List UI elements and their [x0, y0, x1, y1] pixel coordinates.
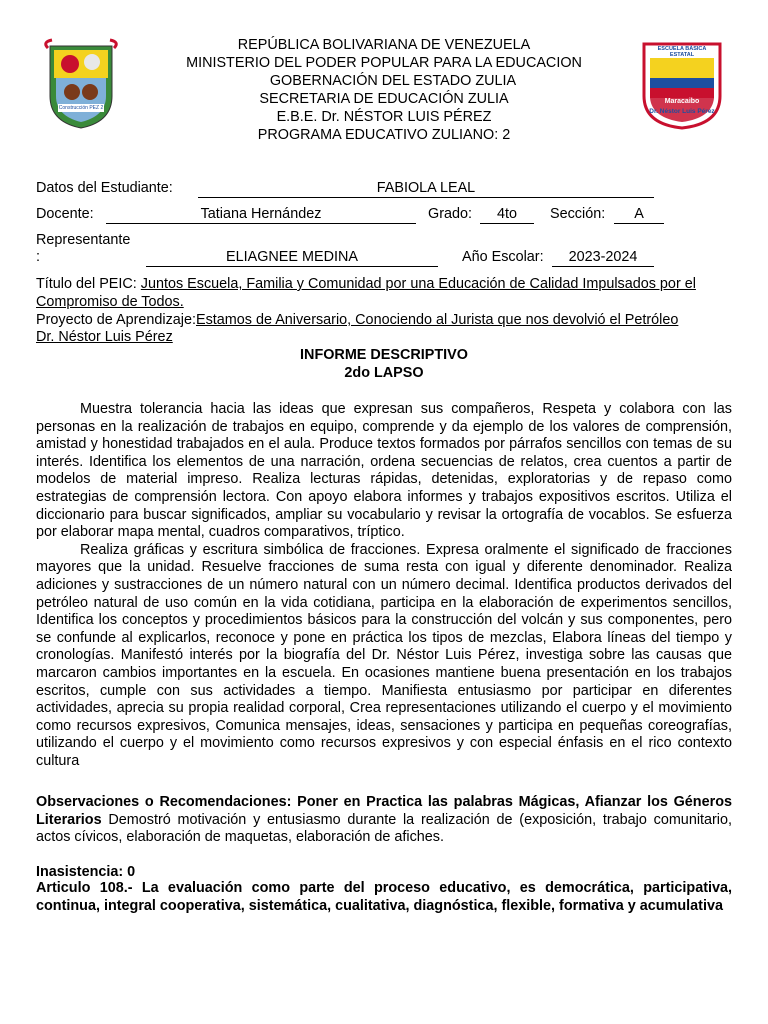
section-field: A	[614, 205, 664, 224]
representative-label: Representante	[36, 232, 131, 248]
observations-text: Demostró motivación y entusiasmo durante la realización de (exposición, trabajo comunitario, actos cívicos, elaboración de maquetas, elaboración de afiches.	[36, 811, 733, 846]
observations-block	[36, 794, 732, 847]
left-logo-caption: Construcción PEZ 2	[58, 105, 104, 111]
teacher-name-field: Tatiana Hernández	[106, 205, 416, 224]
header-line-3: GOBERNACIÓN DEL ESTADO ZULIA	[269, 73, 517, 89]
student-label: Datos del Estudiante:	[36, 180, 173, 196]
section-label: Sección:	[550, 206, 606, 222]
header-line-2: MINISTERIO DEL PODER POPULAR PARA LA EDUCACION	[186, 55, 582, 71]
article-108: Articulo 108.- La evaluación como parte del proceso educativo, es democrática, participativa, continua, integral cooperativa, sistemática, cualitativa, diagnóstica, flexible, formativa y acumulativa	[36, 880, 732, 914]
observations-label: Observaciones o Recomendaciones: Poner en Practica las palabras Mágicas, Afianzar los Géneros Literarios	[36, 794, 732, 828]
project-title-line-1: Estamos de Aniversario, Conociendo al Jurista que nos devolvió el Petróleo	[196, 312, 679, 328]
header-line-6: PROGRAMA EDUCATIVO ZULIANO: 2	[257, 127, 511, 143]
project-title-line-2: Dr. Néstor Luis Pérez	[36, 329, 173, 345]
project-label: Proyecto de Aprendizaje:	[36, 312, 196, 328]
header-line-4: SECRETARIA DE EDUCACIÓN ZULIA	[259, 91, 509, 107]
school-year-label: Año Escolar:	[462, 249, 544, 265]
peic-block	[36, 275, 736, 311]
peic-title-line-2: Compromiso de Todos.	[36, 294, 184, 310]
school-year-field: 2023-2024	[552, 248, 654, 267]
report-title: INFORME DESCRIPTIVO	[300, 347, 468, 363]
right-logo-city: Maracaibo	[664, 98, 700, 105]
right-logo-name: Dr. Néstor Luis Pérez	[649, 108, 715, 115]
peic-title-line-1: Juntos Escuela, Familia y Comunidad por una Educación de Calidad Impulsados por el	[140, 276, 696, 292]
teacher-label: Docente:	[36, 206, 94, 222]
representative-name-field: ELIAGNEE MEDINA	[146, 248, 438, 267]
peic-label: Título del PEIC:	[36, 276, 137, 292]
grade-label: Grado:	[428, 206, 472, 222]
student-name-field: FABIOLA LEAL	[198, 179, 654, 198]
report-paragraph-1: Muestra tolerancia hacia las ideas que expresan sus compañeros, Respeta y colabora con las personas en la realización de trabajos en equipo, comprende y da ejemplo de los valores de comprensión, amistad y honestidad trabajados en el aula. Produce textos formados por párrafos sencillos con temas de su interés. Identifica los elementos de una narración, ordena secuencias de relatos, crea cuentos a partir de modelos de material impreso. Realiza lecturas rápidas, detenidas, exploratorias y de repaso como estrategias de comprensión lectora. Con apoyo elabora informes y trabajos expositivos escritos. Utiliza el diccionario para buscar significados, ampliar su vocabulario y revisar la ortografía de vocablos. Se esfuerza por elaborar mapa mental, cuadros comparativos, tríptico.	[36, 401, 732, 541]
representative-colon: :	[36, 249, 40, 265]
absence-count: Inasistencia: 0	[36, 864, 136, 880]
header-line-1: REPÚBLICA BOLIVARIANA DE VENEZUELA	[237, 37, 531, 53]
report-paragraph-2: Realiza gráficas y escritura simbólica de fracciones. Expresa oralmente el significado de fracciones mayores que la unidad. Resuelve fracciones de suma resta con igual y diferente denominador. Realiza adiciones y sustracciones de un número natural con un número decimal. Identifica productos derivados del petróleo natural de uso común en la vida cotidiana, participa en la elaboración de experimentos sencillos, Identifica los conceptos y procedimientos básicos para la construcción del volcán y sus componentes, pero se confunde al explicarlos, reconoce y pone en práctica los tipos de mezclas, Elabora líneas del tiempo y cronologías. Manifestó interés por la biografía del Dr. Néstor Luis Pérez, investiga sobre las causas que marcaron cambios importantes en la escuela. En ocasiones mantiene buena presentación en los trabajos escritos, cumple con sus actividades a tiempo. Manifiesta entusiasmo por participar en diferentes actividades, aprecia su propia realidad corporal, Crea representaciones utilizando el cuerpo y el movimiento como recursos expresivos, Comunica mensajes, ideas, sensaciones y participa en pequeñas coreografías, utilizando el cuerpo y el movimiento como recursos expresivos y con especial énfasis en el rico contexto cultura	[36, 541, 732, 769]
project-block	[36, 312, 736, 346]
right-logo-top-text: ESCUELA BÁSICA ESTATAL	[657, 46, 707, 58]
header-line-5: E.B.E. Dr. NÉSTOR LUIS PÉREZ	[276, 109, 492, 125]
grade-field: 4to	[480, 205, 534, 224]
institution-header	[0, 36, 768, 144]
report-body	[36, 401, 732, 770]
report-subtitle: 2do LAPSO	[344, 365, 424, 381]
